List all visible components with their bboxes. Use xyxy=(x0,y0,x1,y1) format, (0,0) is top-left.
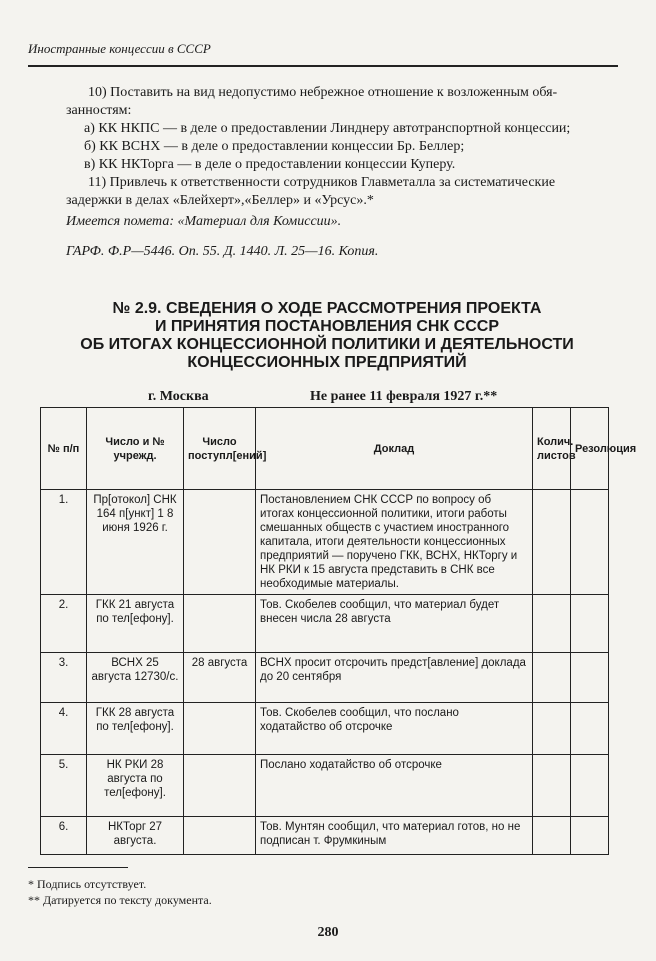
footnote-rule xyxy=(28,867,128,868)
cell-received xyxy=(184,595,256,653)
cell-institution: НК РКИ 28 августа по тел[ефону]. xyxy=(87,755,184,817)
cell-institution: ВСНХ 25 августа 12730/с. xyxy=(87,653,184,703)
cell-sheets xyxy=(533,703,571,755)
running-head: Иностранные концессии в СССР xyxy=(28,41,211,56)
table-row xyxy=(41,595,609,653)
footnote: ** Датируется по тексту документа. xyxy=(28,893,212,907)
cell-num: 6. xyxy=(41,817,87,855)
cell-resolution xyxy=(571,595,609,653)
cell-resolution xyxy=(571,755,609,817)
cell-report: Постановлением СНК СССР по вопросу об итогах концессионной политики, итоги работы смешанных обществ с участием иностранного капитала, итоги деятельности концессионных предприятий — поручено ГКК, ВСНХ, НКТоргу и НК РКИ к 15 августа представить в СНК все необходимые материалы. xyxy=(256,490,533,595)
cell-sheets xyxy=(533,490,571,595)
table-row xyxy=(41,755,609,817)
register-table xyxy=(40,407,637,855)
cell-resolution xyxy=(571,703,609,755)
header-rule xyxy=(28,65,618,67)
cell-sheets xyxy=(533,595,571,653)
column-header: Колич. листов xyxy=(533,408,571,490)
column-header: № п/п xyxy=(41,408,87,490)
column-header: Число и № учрежд. xyxy=(87,408,184,490)
cell-institution: ГКК 28 августа по тел[ефону]. xyxy=(87,703,184,755)
title-line: ОБ ИТОГАХ КОНЦЕССИОННОЙ ПОЛИТИКИ И ДЕЯТЕЛЬНОСТИ xyxy=(80,336,574,353)
cell-num: 1. xyxy=(41,490,87,595)
cell-num: 3. xyxy=(41,653,87,703)
cell-num: 4. xyxy=(41,703,87,755)
table-row xyxy=(41,817,609,855)
column-header: Доклад xyxy=(256,408,533,490)
column-header: Число поступл[ений] xyxy=(184,408,256,490)
cell-received xyxy=(184,755,256,817)
paragraph-11-line2: задержки в делах «Блейхерт»,«Беллер» и «Урсус».* xyxy=(66,193,374,208)
paragraph-10-line2: занностям: xyxy=(66,103,132,118)
cell-report: Тов. Скобелев сообщил, что послано ходатайство об отсрочке xyxy=(256,703,533,755)
cell-sheets xyxy=(533,755,571,817)
cell-num: 5. xyxy=(41,755,87,817)
cell-received xyxy=(184,490,256,595)
cell-institution: ГКК 21 августа по тел[ефону]. xyxy=(87,595,184,653)
cell-sheets xyxy=(533,653,571,703)
cell-received: 28 августа xyxy=(184,653,256,703)
paragraph-10a: а) КК НКПС — в деле о предоставлении Линднеру автотранспортной концессии; xyxy=(84,121,571,136)
cell-institution: Пр[отокол] СНК 164 п[ункт] 1 8 июня 1926 г. xyxy=(87,490,184,595)
column-header: Резолюция xyxy=(571,408,609,490)
page-number: 280 xyxy=(317,925,339,940)
title-line: № 2.9. СВЕДЕНИЯ О ХОДЕ РАССМОТРЕНИЯ ПРОЕКТА xyxy=(112,300,542,317)
cell-report: ВСНХ просит отсрочить предст[авление] доклада до 20 сентября xyxy=(256,653,533,703)
document-title xyxy=(28,300,626,372)
paragraph-10-line1: 10) Поставить на вид недопустимо небрежное отношение к возложенным обя- xyxy=(88,85,558,100)
note: Имеется помета: «Материал для Комиссии». xyxy=(66,214,342,229)
paragraph-11-line1: 11) Привлечь к ответственности сотрудников Главметалла за систематические xyxy=(88,175,556,190)
cell-resolution xyxy=(571,490,609,595)
table-row xyxy=(41,703,609,755)
date: Не ранее 11 февраля 1927 г.** xyxy=(310,389,498,404)
table-row xyxy=(41,653,609,703)
cell-resolution xyxy=(571,653,609,703)
cell-received xyxy=(184,703,256,755)
cell-institution: НКТорг 27 августа. xyxy=(87,817,184,855)
cell-report: Послано ходатайство об отсрочке xyxy=(256,755,533,817)
title-line: И ПРИНЯТИЯ ПОСТАНОВЛЕНИЯ СНК СССР xyxy=(154,318,500,335)
title-line: КОНЦЕССИОННЫХ ПРЕДПРИЯТИЙ xyxy=(187,354,467,371)
archive-reference: ГАРФ. Ф.Р—5446. Оп. 55. Д. 1440. Л. 25—16. Копия. xyxy=(66,244,379,259)
footnote: * Подпись отсутствует. xyxy=(28,877,147,891)
cell-num: 2. xyxy=(41,595,87,653)
cell-sheets xyxy=(533,817,571,855)
cell-report: Тов. Скобелев сообщил, что материал будет внесен числа 28 августа xyxy=(256,595,533,653)
cell-received xyxy=(184,817,256,855)
table-header-row xyxy=(41,408,609,490)
paragraph-10b: б) КК ВСНХ — в деле о предоставлении концессии Бр. Беллер; xyxy=(84,139,465,154)
cell-resolution xyxy=(571,817,609,855)
cell-report: Тов. Мунтян сообщил, что материал готов, но не подписан т. Фрумкиным xyxy=(256,817,533,855)
place: г. Москва xyxy=(148,389,209,404)
table-row xyxy=(41,490,609,595)
paragraph-10c: в) КК НКТорга — в деле о предоставлении концессии Куперу. xyxy=(84,157,456,172)
